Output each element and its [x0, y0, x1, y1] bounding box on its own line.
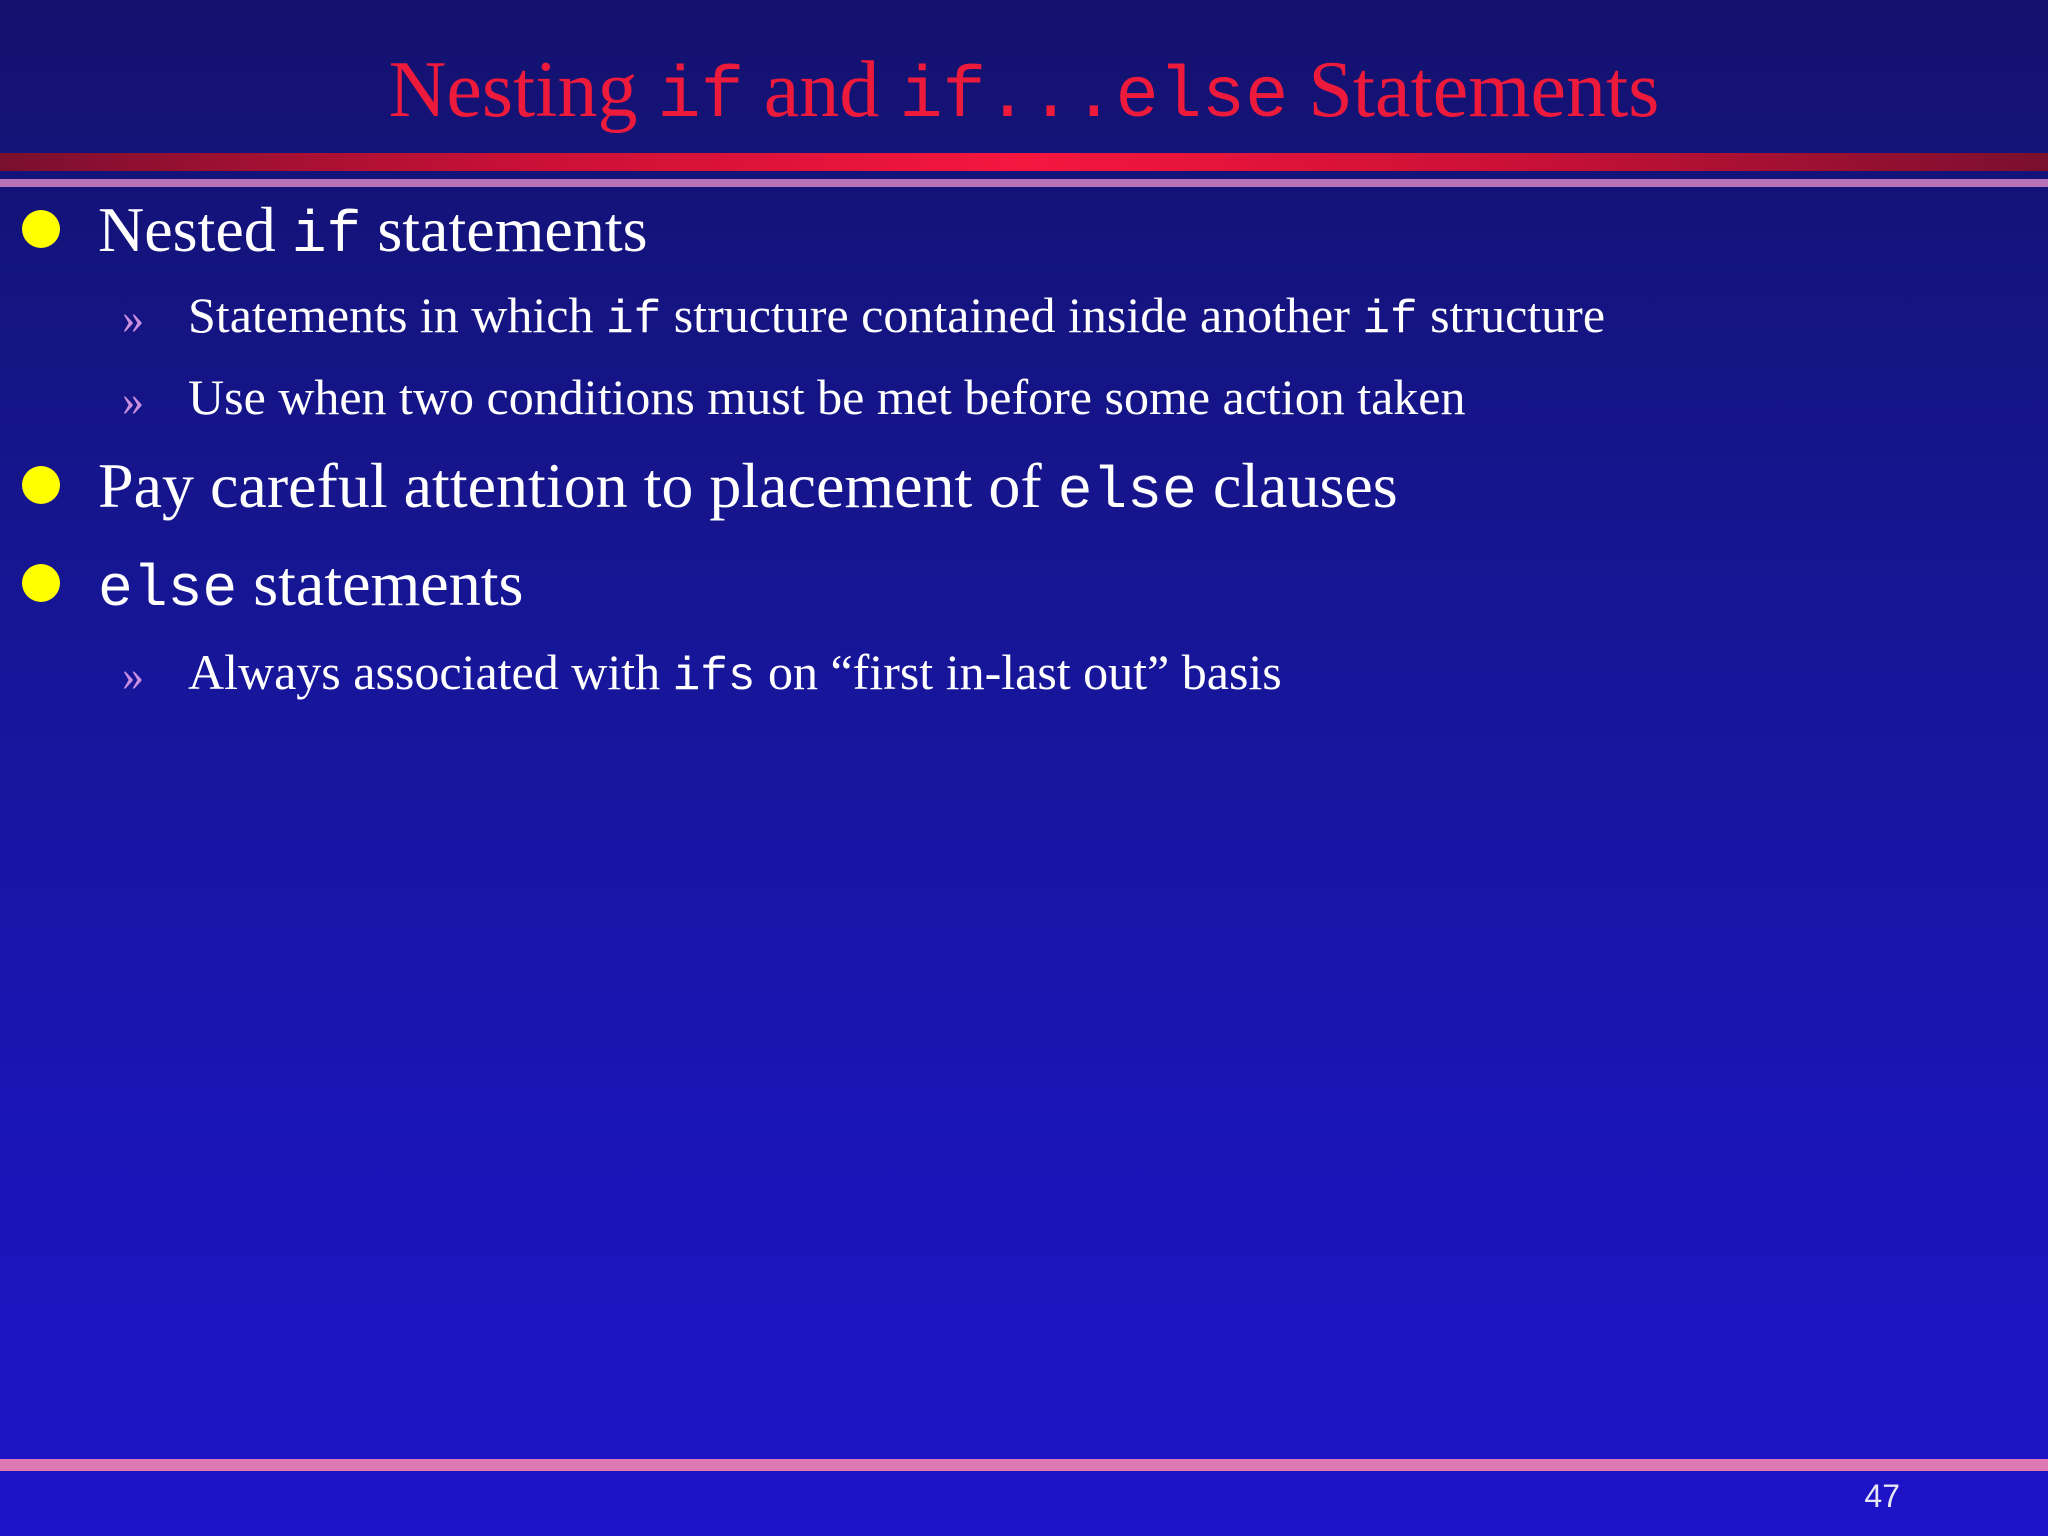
bullet-text — [98, 190, 648, 277]
subbullet-code-2: if — [1362, 294, 1418, 346]
bullet-text-post: statements — [361, 194, 648, 265]
bullet-else-placement — [0, 446, 2000, 526]
double-chevron-icon: » — [122, 294, 144, 343]
subbullet-text-pre: Always associated with — [188, 644, 673, 700]
bullet-dot-icon — [22, 466, 60, 504]
title-text-3: Statements — [1288, 46, 1660, 134]
subbullet-first-in-last-out — [0, 642, 2000, 702]
subbullet-two-conditions — [0, 367, 2000, 427]
slide-title — [0, 40, 2048, 147]
bullet-text — [98, 446, 1398, 533]
page-number: 47 — [1864, 1478, 1900, 1514]
subbullet-text — [188, 285, 1605, 350]
double-chevron-icon: » — [122, 651, 144, 700]
footer-divider — [0, 1459, 2048, 1471]
title-divider-pink — [0, 179, 2048, 187]
title-text-1: Nesting — [388, 46, 658, 134]
title-code-if: if — [657, 56, 744, 138]
bullet-text-pre: Pay careful attention to placement of — [98, 450, 1058, 521]
bullet-code: if — [291, 204, 362, 269]
bullet-dot-icon — [22, 210, 60, 248]
bullet-text — [98, 544, 523, 631]
bullet-else-statements — [0, 544, 2000, 624]
title-divider-red — [0, 153, 2048, 171]
bullet-text-post: clauses — [1196, 450, 1398, 521]
bullet-code: else — [98, 558, 238, 623]
bullet-nested-if — [0, 190, 2000, 270]
subbullet-text: Use when two conditions must be met before some action taken — [188, 369, 1466, 425]
subbullet-text-pre: Statements in which — [188, 287, 606, 343]
title-code-if-else: if...else — [899, 56, 1289, 138]
subbullet-text-post: structure — [1417, 287, 1606, 343]
subbullet-text-post: on “first in-last out” basis — [755, 644, 1282, 700]
subbullet-code: if — [606, 294, 662, 346]
double-chevron-icon: » — [122, 376, 144, 425]
bullet-text-post: statements — [237, 548, 524, 619]
bullet-text-pre: Nested — [98, 194, 292, 265]
subbullet-code: ifs — [672, 651, 756, 703]
title-text-2: and — [743, 46, 900, 134]
bullet-dot-icon — [22, 564, 60, 602]
subbullet-if-inside-if — [0, 285, 2000, 345]
subbullet-text — [188, 642, 1282, 707]
bullet-code: else — [1057, 460, 1197, 525]
subbullet-text-mid: structure contained inside another — [661, 287, 1363, 343]
